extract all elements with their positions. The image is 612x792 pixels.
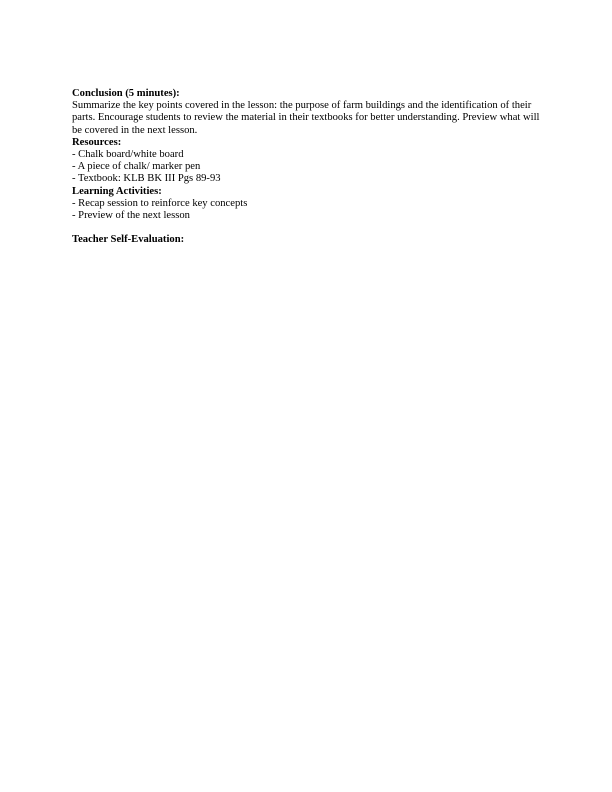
learning-activities-list xyxy=(72,198,542,222)
list-item: - Recap session to reinforce key concepts xyxy=(72,197,248,209)
list-item: - Textbook: KLB BK III Pgs 89-93 xyxy=(72,173,221,185)
document-page xyxy=(72,88,542,247)
list-item: - A piece of chalk/ marker pen xyxy=(72,161,201,173)
conclusion-heading: Conclusion (5 minutes): xyxy=(72,88,180,99)
resources-list xyxy=(72,149,542,186)
conclusion-text: Summarize the key points covered in the lesson: the purpose of farm buildings and the identification of their parts. Encourage students to review the material in their textbooks for better understanding. Preview what will be covered in the next lesson. xyxy=(72,100,540,136)
list-item: - Preview of the next lesson xyxy=(72,210,190,222)
list-item: - Chalk board/white board xyxy=(72,149,184,161)
self-evaluation-heading: Teacher Self-Evaluation: xyxy=(72,234,185,246)
resources-heading: Resources: xyxy=(72,136,122,148)
learning-activities-heading: Learning Activities: xyxy=(72,185,162,197)
spacer xyxy=(72,222,542,234)
